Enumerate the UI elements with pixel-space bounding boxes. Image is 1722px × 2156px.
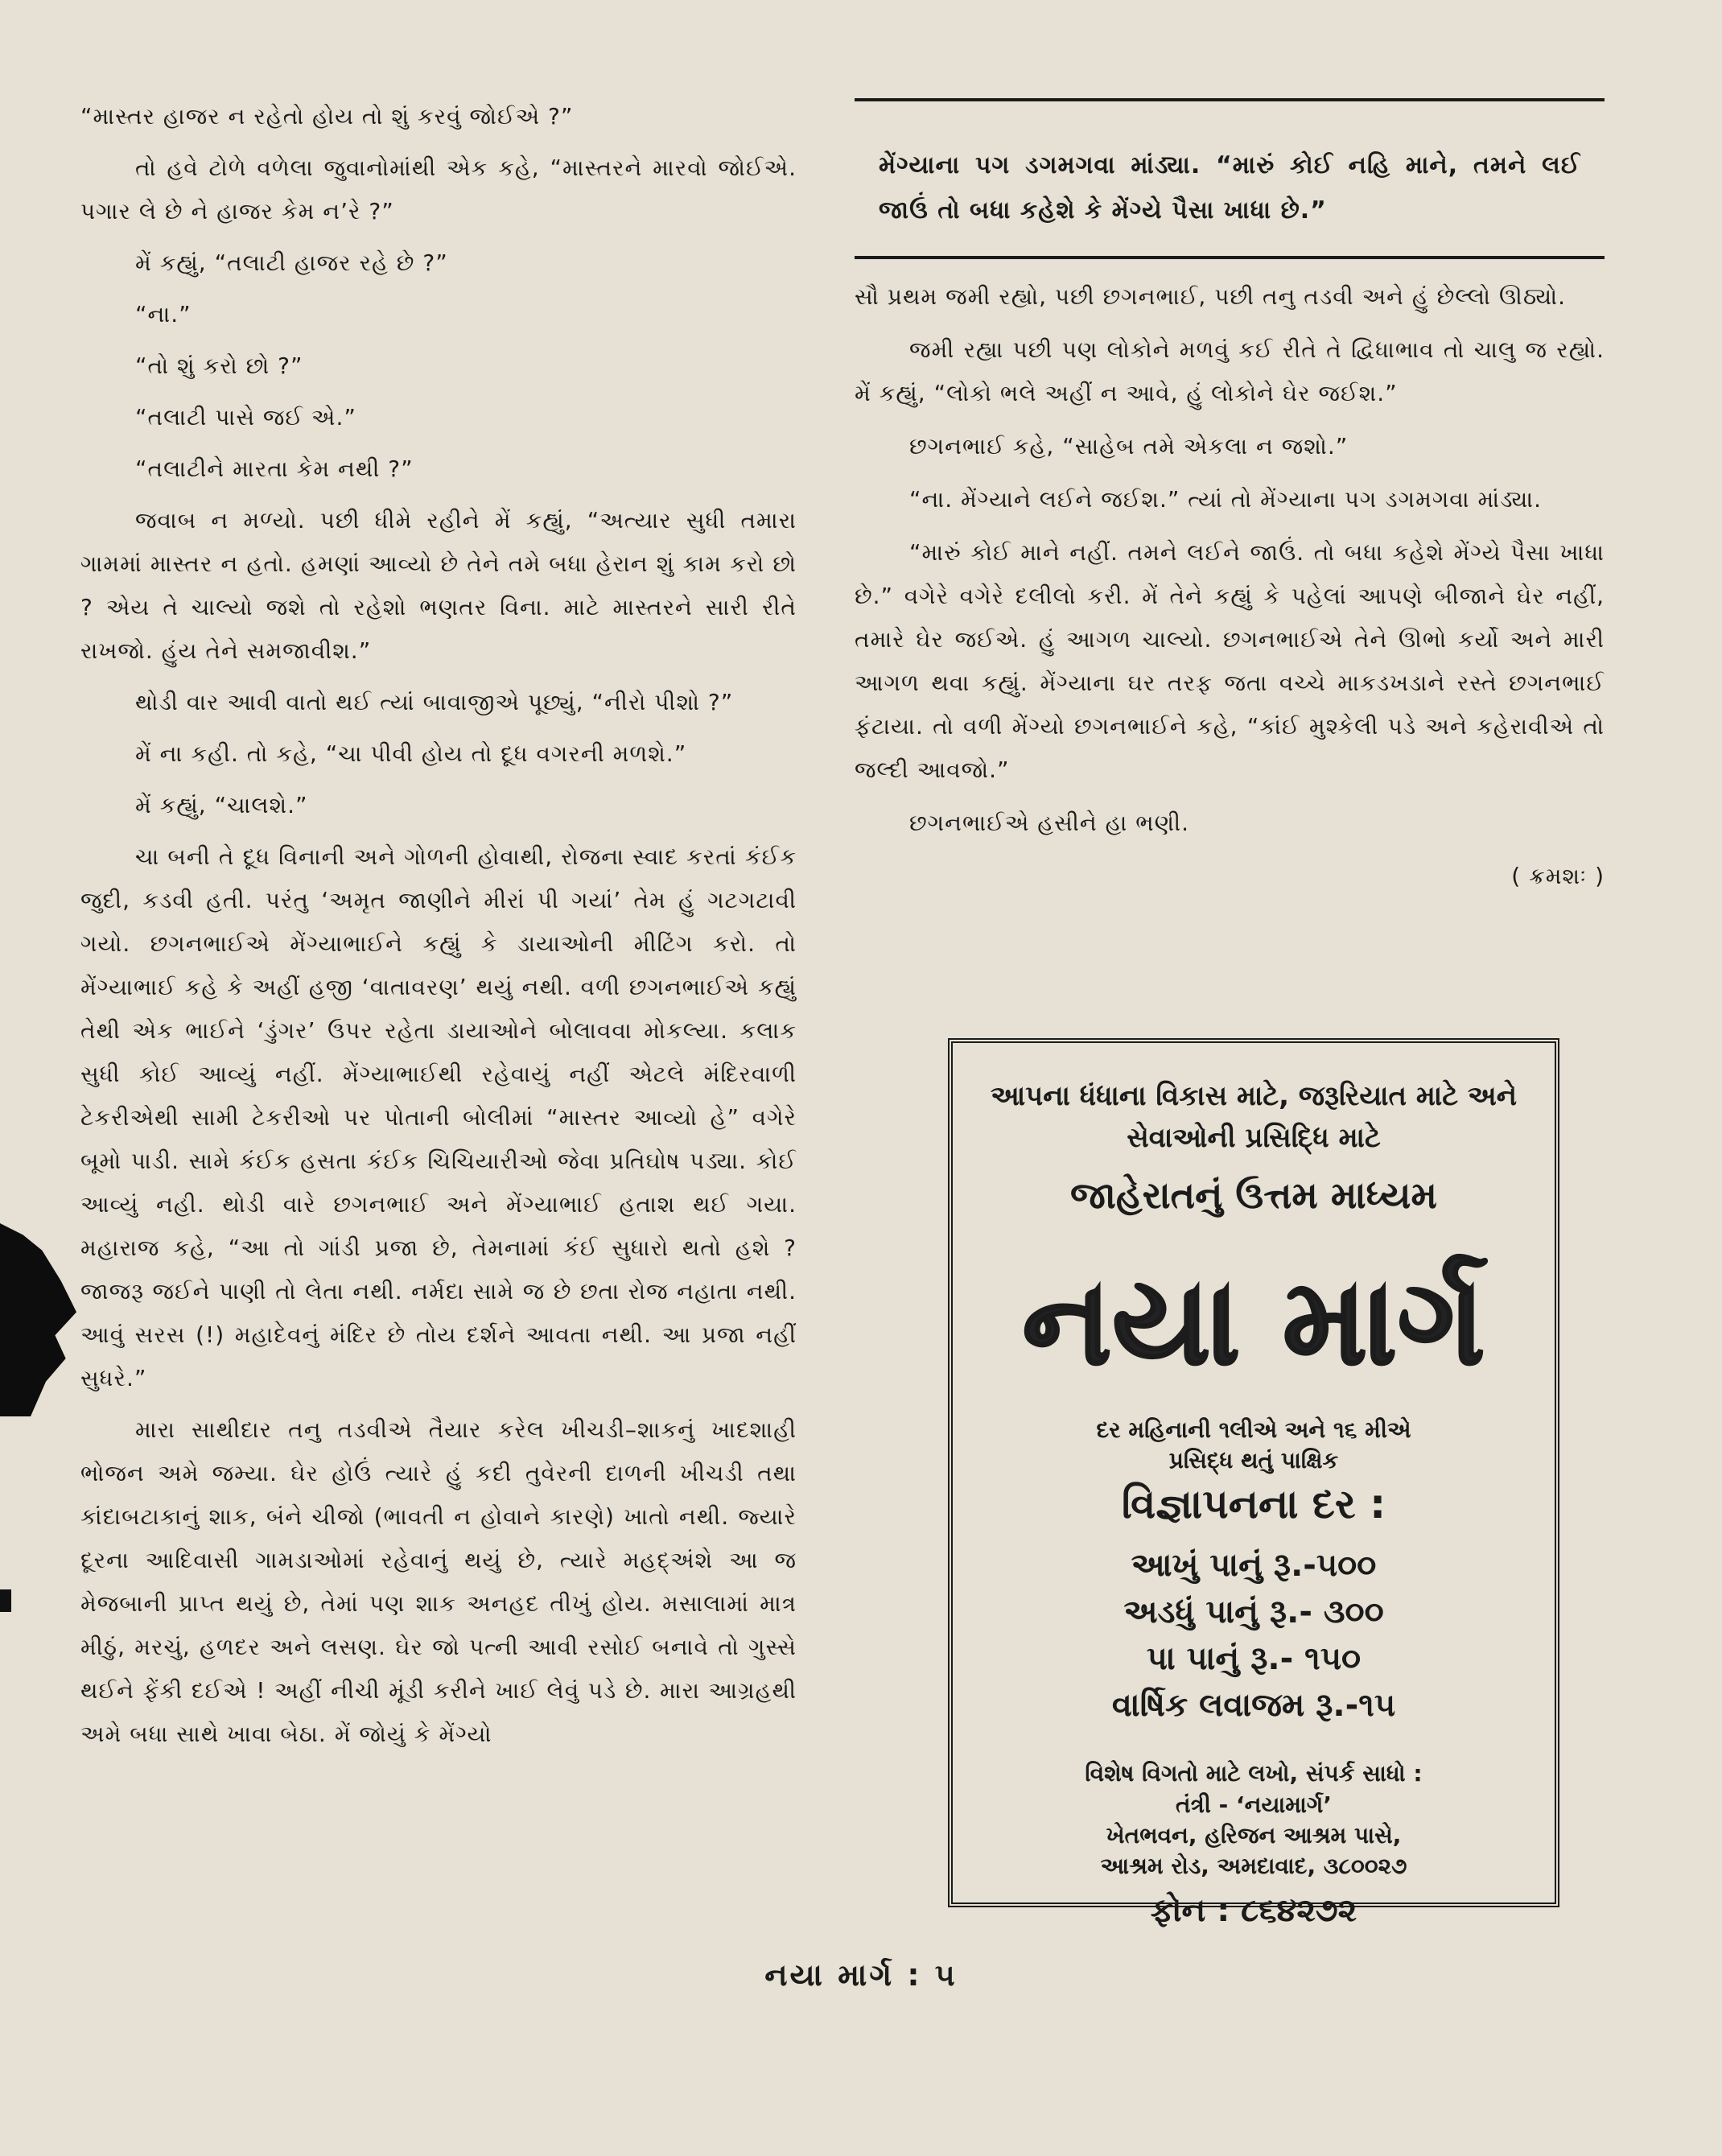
paragraph: મેં કહ્યું, “તલાટી હાજર રહે છે ?” (135, 249, 448, 276)
paragraph: ચા બની તે દૂધ વિનાની અને ગોળની હોવાથી, રોજના સ્વાદ કરતાં કંઈક જુદી, કડવી હતી. પરંતુ ‘અમૃત જાણીને મીરાં પી ગયાં’ તેમ હું ગટગટાવી ગયો. છગનભાઈએ મેંગ્યાભાઈને કહ્યું કે ડાયાઓની મીટિંગ કરો. તો મેંગ્યાભાઈ કહે કે અહીં હજી ‘વાતાવરણ’ થયું નથી. વળી છગનભાઈએ કહ્યું તેથી એક ભાઈને ‘ડુંગર’ ઉપર રહેતા ડાયાઓને બોલાવવા મોકલ્યા. કલાક સુધી કોઈ આવ્યું નહીં. મેંગ્યાભાઈથી રહેવાયું નહીં એટલે મંદિરવાળી ટેકરીએથી સામી ટેકરીઓ પર પોતાની બોલીમાં “માસ્તર આવ્યો હે” વગેરે બૂમો પાડી. સામે કંઈક હસતા કંઈક ચિચિયારીઓ જેવા પ્રતિઘોષ પડ્યા. કોઈ આવ્યું નહી. થોડી વારે છગનભાઈ અને મેંગ્યાભાઈ હતાશ થઈ ગયા. મહારાજ કહે, “આ તો ગાંડી પ્રજા છે, તેમનામાં કંઈ સુધારો થતો હશે ? જાજરૂ જઈને પાણી તો લેતા નથી. નર્મદા સામે જ છે છતા રોજ નહાતા નથી. આવું સરસ (!) મહાદેવનું મંદિર છે તોય દર્શને આવતા નથી. આ પ્રજા નહીં સુધરે.” (80, 843, 797, 1391)
ad-headline: જાહેરાતનું ઉત્તમ માધ્યમ (1070, 1173, 1437, 1217)
paragraph: “તલાટીને મારતા કેમ નથી ?” (135, 456, 414, 482)
paragraph: સૌ પ્રથમ જમી રહ્યો, પછી છગનભાઈ, પછી તનુ તડવી અને હું છેલ્લો ઊઠ્યો. (855, 283, 1567, 310)
paragraph: જવાબ ન મળ્યો. પછી ધીમે રહીને મેં કહ્યું, “અત્યાર સુધી તમારા ગામમાં માસ્તર ન હતો. હમણાં આવ્યો છે તેને તમે બધા હેરાન શું કામ કરો છો ? એય તે ચાલ્યો જશે તો રહેશો ભણતર વિના. માટે માસ્તરને સારી રીતે રાખજો. હુંય તેને સમજાવીશ.” (80, 507, 797, 664)
paragraph: “તો શું કરો છો ?” (135, 352, 303, 379)
paragraph: થોડી વાર આવી વાતો થઈ ત્યાં બાવાજીએ પૂછ્યું, “નીરો પીશો ?” (135, 689, 734, 715)
paragraph: “મારું કોઈ માને નહીં. તમને લઈને જાઉં. તો બધા કહેશે મેંગ્યે પૈસા ખાધા છે.” વગેરે વગેરે દલીલો કરી. મેં તેને કહ્યું કે પહેલાં આપણે બીજાને ઘેર નહીં, તમારે ઘેર જઈએ. હું આગળ ચાલ્યો. છગનભાઈએ તેને ઊભો કર્યો અને મારી આગળ થવા કહ્યું. મેંગ્યાના ઘર તરફ જતા વચ્ચે માકડખડાને રસ્તે છગનભાઈ ફંટાયા. તો વળી મેંગ્યો છગનભાઈને કહે, “કાંઈ મુશ્કેલી પડે અને કહેરાવીએ તો જલ્દી આવજો.” (855, 539, 1605, 783)
paragraph: “તલાટી પાસે જઈ એ.” (135, 404, 356, 431)
pull-quote (855, 98, 1605, 259)
paragraph: જમી રહ્યા પછી પણ લોકોને મળવું કઈ રીતે તે દ્વિધાભાવ તો ચાલુ જ રહ્યો. મેં કહ્યું, “લોકો ભલે અહીં ન આવે, હું લોકોને ઘેર જઈશ.” (855, 336, 1605, 406)
pull-quote-text: મેંગ્યાના પગ ડગમગવા માંડ્યા. “મારું કોઈ નહિ માને, તમને લઈ જાઉં તો બધા કહેશે કે મેંગ્યે પૈસા ખાધા છે.” (879, 151, 1580, 225)
paragraph: તો હવે ટોળે વળેલા જુવાનોમાંથી એક કહે, “માસ્તરને મારવો જોઈએ. પગાર લે છે ને હાજર કેમ ન’રે ?” (80, 155, 797, 225)
torn-edge (0, 1223, 76, 1416)
advertisement-box (948, 1038, 1559, 1929)
ad-brand-logo: નયા માર્ગ (1022, 1252, 1485, 1392)
ad-rate: પા પાનું રૂ.- ૧૫૦ (1146, 1640, 1362, 1677)
ad-rates-title: વિજ્ઞાપનના દર : (1121, 1481, 1386, 1527)
ad-rate: અડધું પાનું રૂ.- ૩૦૦ (1123, 1593, 1384, 1630)
left-column (80, 95, 797, 1764)
ad-line: સેવાઓની પ્રસિદ્ધિ માટે (1127, 1122, 1381, 1154)
ad-contact: ખેતભવન, હરિજન આશ્રમ પાસે, (1106, 1822, 1402, 1849)
ad-frequency: પ્રસિદ્ધ થતું પાક્ષિક (1168, 1447, 1339, 1474)
ad-phone: ફોન : ૮૬૪૨૭૨ (1150, 1892, 1357, 1929)
paragraph: “ના.” (135, 301, 192, 328)
ad-rate: વાર્ષિક લવાજમ રૂ.-૧૫ (1111, 1687, 1396, 1724)
ad-line: આપના ધંધાના વિકાસ માટે, જરૂરિયાત માટે અને (990, 1080, 1518, 1112)
ad-contact: તંત્રી - ‘નયામાર્ગ’ (1176, 1791, 1332, 1818)
paragraph: મારા સાથીદાર તનુ તડવીએ તૈયાર કરેલ ખીચડી–શાકનું ખાદશાહી ભોજન અમે જમ્યા. ઘેર હોઉં ત્યારે હું કદી તુવેરની દાળની ખીચડી તથા કાંદાબટાકાનું શાક, બંને ચીજો (ભાવતી ન હોવાને કારણે) ખાતો નથી. જ્યારે દૂરના આદિવાસી ગામડાઓમાં રહેવાનું થયું છે, ત્યારે મહદ્‌અંશે આ જ મેજબાની પ્રાપ્ત થયું છે, તેમાં પણ શાક અનહદ તીખું હોય. મસાલામાં માત્ર મીઠું, મરચું, હળદર અને લસણ. ઘેર જો પત્ની આવી રસોઈ બનાવે તો ગુસ્સે થઈને ફેંકી દઈએ ! અહીં નીચી મૂંડી કરીને ખાઈ લેવું પડે છે. મારા આગ્રહથી અમે બધા સાથે ખાવા બેઠા. મેં જોયું કે મેંગ્યો (80, 1416, 797, 1747)
paragraph: “માસ્તર હાજર ન રહેતો હોય તો શું કરવું જોઈએ ?” (80, 103, 574, 130)
ad-rate: આખું પાનું રૂ.-૫૦૦ (1131, 1547, 1377, 1584)
right-column (855, 98, 1605, 908)
ink-speck (0, 1589, 11, 1612)
paragraph: છગનભાઈએ હસીને હા ભણી. (909, 810, 1190, 836)
page-footer: નયા માર્ગ : ૫ (764, 1957, 958, 1993)
paragraph: “ના. મેંગ્યાને લઈને જઈશ.” ત્યાં તો મેંગ્યાના પગ ડગમગવા માંડ્યા. (909, 486, 1543, 513)
paragraph: છગનભાઈ કહે, “સાહેબ તમે એકલા ન જશો.” (909, 433, 1349, 460)
ad-contact: આશ્રમ રોડ, અમદાવાદ, ૩૮૦૦૨૭ (1100, 1853, 1407, 1879)
paragraph: મેં ના કહી. તો કહે, “ચા પીવી હોય તો દૂધ વગરની મળશે.” (135, 740, 687, 767)
to-be-continued: ( ક્રમશઃ ) (1511, 863, 1605, 889)
paragraph: મેં કહ્યું, “ચાલશે.” (135, 792, 308, 818)
ad-contact: વિશેષ વિગતો માટે લખો, સંપર્ક સાધો : (1085, 1760, 1423, 1787)
ad-frequency: દર મહિનાની ૧લીએ અને ૧૬ મીએ (1096, 1416, 1411, 1443)
